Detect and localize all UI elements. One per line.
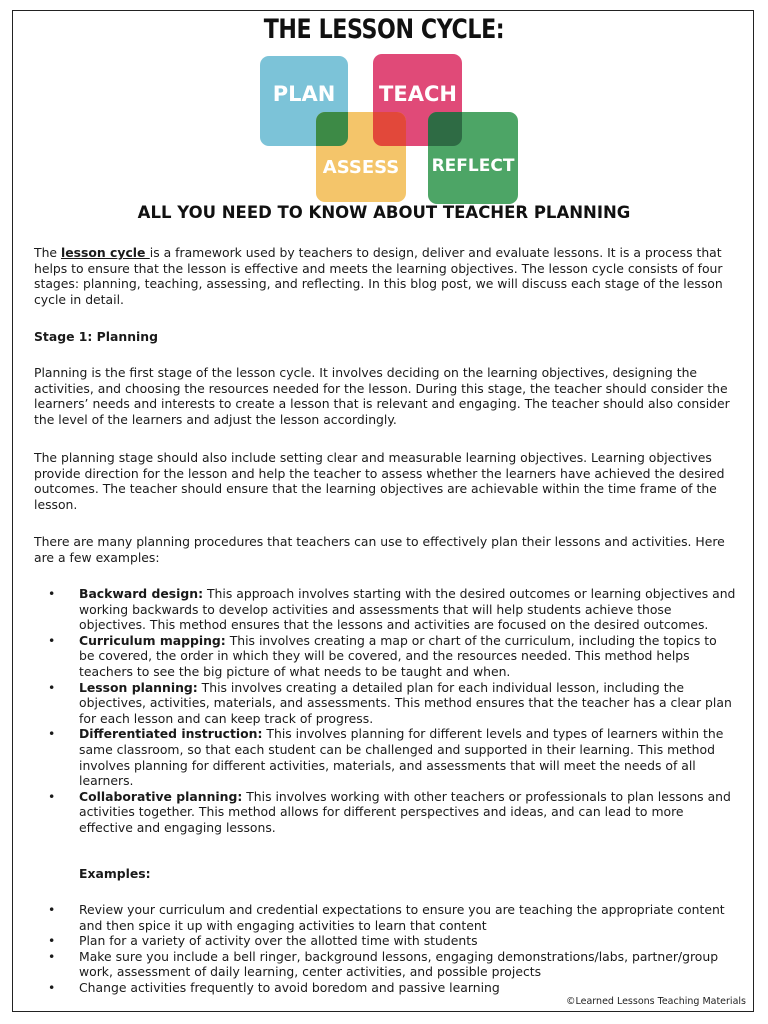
list-item (34, 789, 736, 836)
list-item (34, 980, 736, 996)
list-item (34, 586, 736, 633)
procedure-text: This involves creating a map or chart of the curriculum, including the topics to be covered, the order in which they will be covered, and the resources needed. This method helps teachers to see the big picture of what needs to be taught and when. (79, 632, 717, 679)
procedure-term: Backward design: (79, 586, 204, 601)
procedure-term: Curriculum mapping: (79, 632, 226, 648)
bullet: • (48, 632, 56, 648)
lesson-cycle-logo (258, 54, 520, 206)
list-item (34, 902, 736, 933)
page-title: THE LESSON CYCLE: (263, 14, 505, 45)
list-item (34, 633, 736, 680)
procedure-text: This involves creating a detailed plan for each individual lesson, including the objectives, activities, materials, and assessments. This method ensures that the teacher has a clear plan for each lesson and can keep track of progress. (79, 679, 732, 726)
bullet: • (48, 948, 56, 964)
list-item (34, 680, 736, 727)
examples-list (34, 902, 736, 996)
overlap-plan-assess (316, 112, 348, 146)
bullet: • (48, 979, 56, 995)
lesson-cycle-link[interactable]: lesson cycle (60, 245, 150, 260)
bullet: • (48, 902, 56, 917)
procedure-text: This involves planning for different levels and types of learners within the same classroom, so that each student can be challenged and supported in their learning. This method involves planning for different activities, materials, and assessments that will meet the needs of all learners. (79, 726, 724, 789)
logo-plan-label: PLAN (272, 82, 336, 106)
copyright-footer: ©Learned Lessons Teaching Materials (566, 996, 746, 1007)
procedure-text: This approach involves starting with the desired outcomes or learning objectives and working backwards to develop activities and assessments that will help students achieve those objectives. This method ensures that the lessons and activities are focused on the desired outcomes. (79, 586, 736, 633)
bullet: • (48, 586, 56, 601)
examples-heading: Examples: (79, 866, 151, 881)
stage1-heading: Stage 1: Planning (34, 329, 158, 344)
intro-before: The (34, 245, 61, 260)
procedure-term: Differentiated instruction: (79, 726, 263, 742)
overlap-teach-assess (373, 112, 406, 146)
logo-reflect-label: REFLECT (431, 156, 515, 176)
bullet: • (48, 788, 56, 804)
intro-paragraph (34, 245, 736, 307)
procedure-text: This involves working with other teachers or professionals to plan lessons and activities together. This method allows for different perspectives and ideas, and can lead to more effective and engaging lessons. (79, 788, 731, 835)
example-text: Change activities frequently to avoid boredom and passive learning (79, 979, 500, 995)
list-item (34, 726, 736, 788)
procedure-term: Lesson planning: (79, 679, 198, 695)
example-text: Review your curriculum and credential expectations to ensure you are teaching the appropriate content and then spice it up with engaging activities to learn that content (79, 902, 725, 933)
list-item (34, 933, 736, 949)
logo-assess-label: ASSESS (322, 157, 400, 178)
example-text: Make sure you include a bell ringer, background lessons, engaging demonstrations/labs, partner/group work, assessment of daily learning, center activities, and possible projects (79, 948, 719, 980)
list-item (34, 949, 736, 980)
procedure-term: Collaborative planning: (79, 788, 243, 804)
overlap-teach-reflect (428, 112, 462, 146)
planning-paragraph-2: The planning stage should also include setting clear and measurable learning objectives. Learning objectives provide direction for the lesson and help the teacher to assess whether the learners have achieved the desired outcomes. The teacher should ensure that the learning objectives are achievable within the time frame of the lesson. (34, 450, 725, 512)
bullet: • (48, 933, 56, 949)
planning-paragraph-1: Planning is the first stage of the lesson cycle. It involves deciding on the learning objectives, designing the activities, and choosing the resources needed for the lesson. During this stage, the teacher should consider the learners’ needs and interests to create a lesson that is relevant and engaging. The teacher should also consider the level of the learners and adjust the lesson accordingly. (34, 365, 730, 427)
example-text: Plan for a variety of activity over the allotted time with students (79, 933, 478, 949)
page-subtitle: ALL YOU NEED TO KNOW ABOUT TEACHER PLANNING (137, 203, 631, 222)
planning-paragraph-3: There are many planning procedures that teachers can use to effectively plan their lessons and activities. Here are a few examples: (34, 534, 725, 565)
procedures-list (34, 586, 736, 836)
logo-teach-label: TEACH (379, 82, 457, 106)
bullet: • (48, 679, 56, 695)
bullet: • (48, 726, 56, 742)
intro-after: is a framework used by teachers to design, deliver and evaluate lessons. It is a process that helps to ensure that the lesson is effective and meets the learning objectives. The lesson cycle consists of four stages: planning, teaching, assessing, and reflecting. In this blog post, we will discuss each stage of the lesson cycle in detail. (34, 245, 723, 307)
